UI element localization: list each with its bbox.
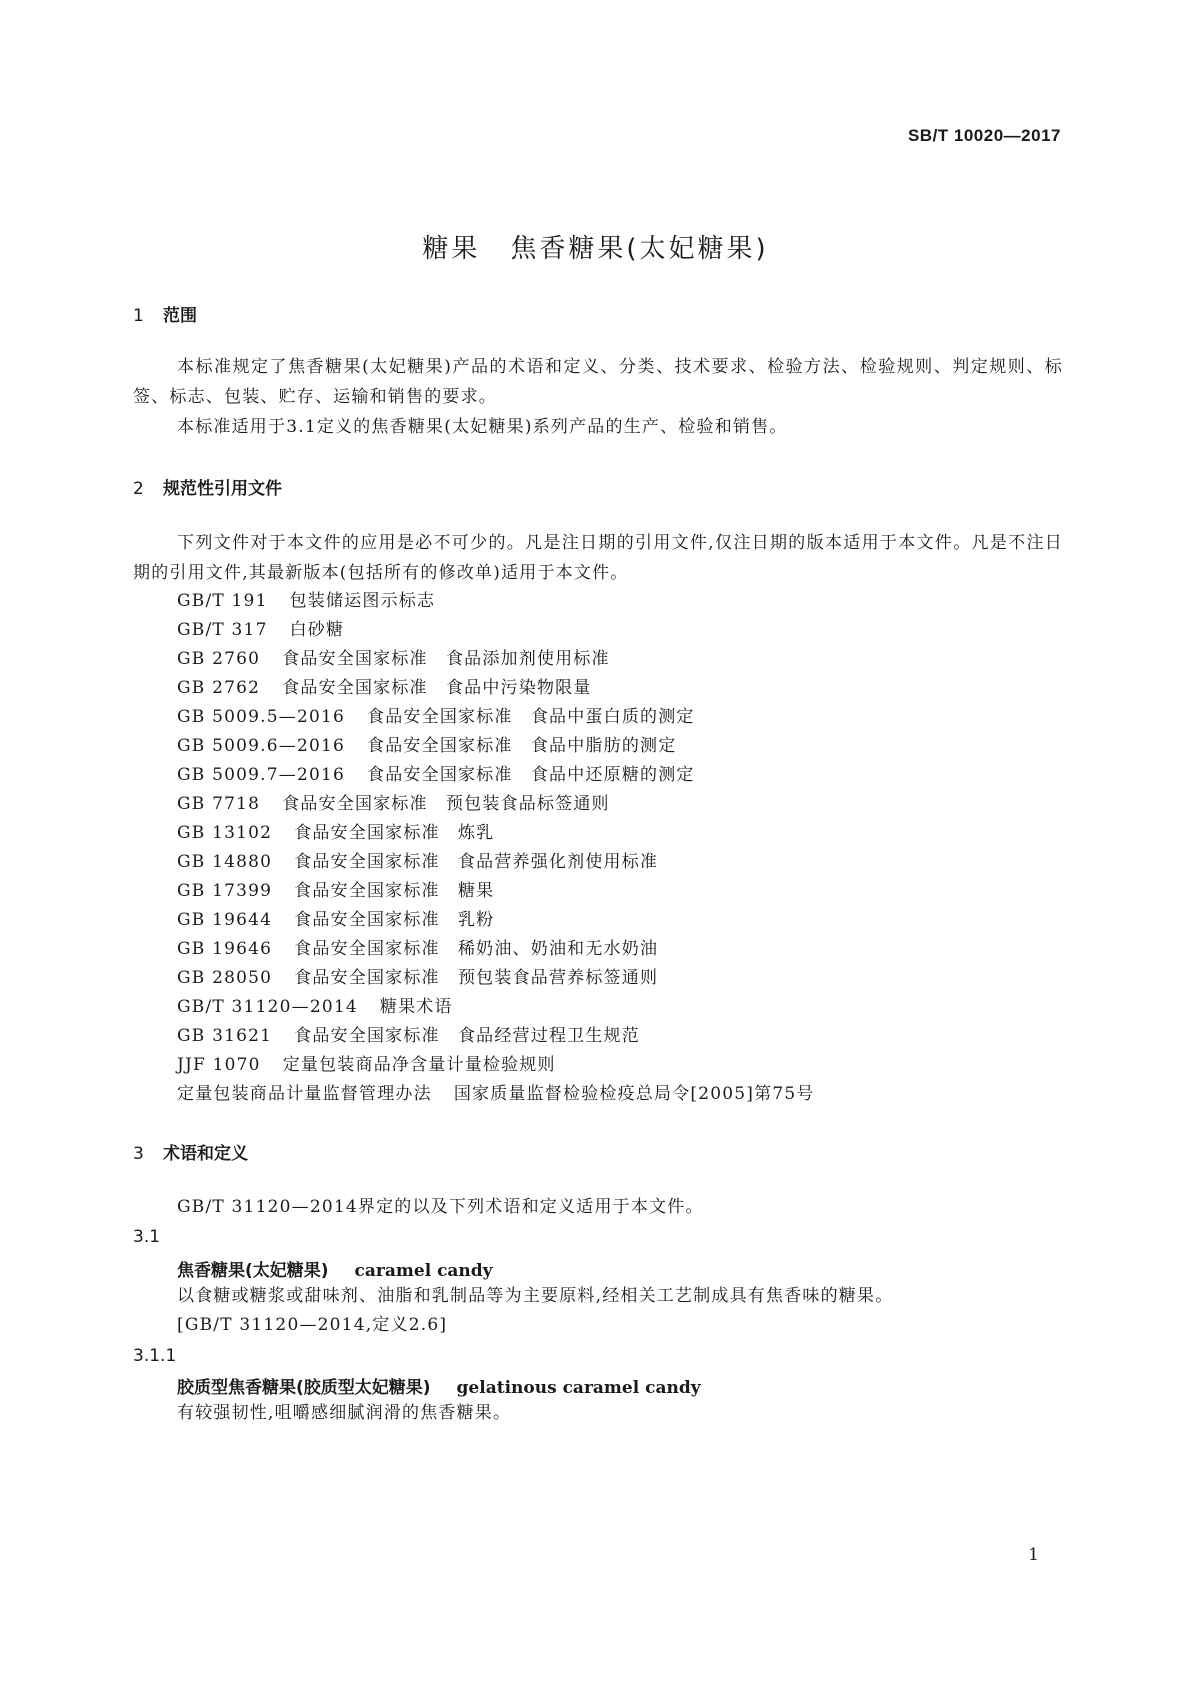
document-title bbox=[0, 228, 1191, 265]
term-definition: 以食糖或糖浆或甜味剂、油脂和乳制品等为主要原料,经相关工艺制成具有焦香味的糖果。 bbox=[177, 1286, 894, 1306]
section-2-intro: 下列文件对于本文件的应用是必不可少的。凡是注日期的引用文件,仅注日期的版本适用于本文件。凡是不注日期的引用文件,其最新版本(包括所有的修改单)适用于本文件。 bbox=[133, 533, 1063, 583]
section-number: 2 bbox=[133, 479, 144, 499]
reference-code: GB 5009.6—2016 bbox=[177, 736, 346, 756]
reference-item bbox=[177, 1050, 556, 1080]
term-heading bbox=[177, 1373, 701, 1398]
term-source: [GB/T 31120—2014,定义2.6] bbox=[177, 1315, 448, 1335]
reference-code: GB 19646 bbox=[177, 939, 273, 959]
reference-code: GB 7718 bbox=[177, 794, 261, 814]
reference-title: 食品安全国家标准 稀奶油、奶油和无水奶油 bbox=[294, 939, 659, 959]
reference-code: GB 28050 bbox=[177, 968, 273, 988]
reference-code: GB 19644 bbox=[177, 910, 273, 930]
term-english: gelatinous caramel candy bbox=[456, 1378, 701, 1398]
reference-title: 食品安全国家标准 预包装食品营养标签通则 bbox=[294, 968, 659, 988]
term-chinese: 胶质型焦香糖果(胶质型太妃糖果) bbox=[177, 1378, 431, 1398]
reference-code: JJF 1070 bbox=[177, 1055, 261, 1075]
reference-code: GB 5009.7—2016 bbox=[177, 765, 346, 785]
reference-item bbox=[177, 731, 676, 761]
reference-code: GB 2760 bbox=[177, 649, 261, 669]
reference-title: 食品安全国家标准 食品添加剂使用标准 bbox=[282, 649, 610, 669]
reference-title: 食品安全国家标准 预包装食品标签通则 bbox=[282, 794, 610, 814]
reference-code: GB/T 317 bbox=[177, 620, 268, 640]
section-1-paragraph-2: 本标准适用于3.1定义的焦香糖果(太妃糖果)系列产品的生产、检验和销售。 bbox=[177, 417, 788, 437]
reference-item bbox=[177, 818, 494, 848]
standard-code: SB/T 10020—2017 bbox=[907, 126, 1061, 145]
reference-title: 包装储运图示标志 bbox=[289, 591, 436, 611]
term-chinese: 焦香糖果(太妃糖果) bbox=[177, 1261, 329, 1281]
reference-title: 食品安全国家标准 食品中污染物限量 bbox=[282, 678, 592, 698]
term-number: 3.1 bbox=[133, 1227, 161, 1247]
title-part1: 糖果 bbox=[422, 234, 481, 264]
reference-title: 食品安全国家标准 糖果 bbox=[294, 881, 495, 901]
reference-title: 定量包装商品净含量计量检验规则 bbox=[282, 1055, 556, 1075]
term-number: 3.1.1 bbox=[133, 1346, 177, 1366]
reference-title: 食品安全国家标准 炼乳 bbox=[294, 823, 495, 843]
reference-item bbox=[177, 615, 344, 645]
reference-item bbox=[177, 760, 695, 790]
reference-title: 食品安全国家标准 食品经营过程卫生规范 bbox=[294, 1026, 640, 1046]
reference-title: 食品安全国家标准 食品营养强化剂使用标准 bbox=[294, 852, 659, 872]
section-2-heading bbox=[133, 474, 282, 499]
reference-title: 国家质量监督检验检疫总局令[2005]第75号 bbox=[453, 1084, 815, 1104]
reference-code: GB/T 31120—2014 bbox=[177, 997, 358, 1017]
page-number: 1 bbox=[1028, 1545, 1039, 1565]
section-title: 规范性引用文件 bbox=[163, 479, 282, 499]
reference-item bbox=[177, 992, 453, 1022]
term-heading bbox=[177, 1256, 493, 1281]
reference-code: 定量包装商品计量监督管理办法 bbox=[177, 1084, 432, 1104]
section-number: 1 bbox=[133, 306, 144, 326]
reference-item bbox=[177, 702, 695, 732]
reference-item bbox=[177, 963, 658, 993]
reference-item bbox=[177, 789, 610, 819]
reference-title: 食品安全国家标准 食品中蛋白质的测定 bbox=[367, 707, 695, 727]
reference-code: GB/T 191 bbox=[177, 591, 268, 611]
reference-code: GB 2762 bbox=[177, 678, 261, 698]
term-definition: 有较强韧性,咀嚼感细腻润滑的焦香糖果。 bbox=[177, 1403, 512, 1423]
section-1-heading bbox=[133, 301, 197, 326]
section-number: 3 bbox=[133, 1144, 144, 1164]
reference-title: 食品安全国家标准 食品中脂肪的测定 bbox=[367, 736, 677, 756]
reference-code: GB 5009.5—2016 bbox=[177, 707, 346, 727]
reference-item bbox=[177, 934, 658, 964]
reference-code: GB 31621 bbox=[177, 1026, 273, 1046]
reference-item bbox=[177, 1021, 640, 1051]
reference-item bbox=[177, 1079, 815, 1109]
title-part2: 焦香糖果(太妃糖果) bbox=[510, 234, 769, 264]
section-title: 术语和定义 bbox=[163, 1144, 248, 1164]
section-title: 范围 bbox=[163, 306, 197, 326]
term-english: caramel candy bbox=[354, 1261, 493, 1281]
reference-item bbox=[177, 644, 610, 674]
reference-item bbox=[177, 876, 494, 906]
reference-item bbox=[177, 905, 494, 935]
reference-code: GB 17399 bbox=[177, 881, 273, 901]
reference-title: 糖果术语 bbox=[379, 997, 453, 1017]
reference-code: GB 13102 bbox=[177, 823, 273, 843]
reference-title: 食品安全国家标准 食品中还原糖的测定 bbox=[367, 765, 695, 785]
reference-title: 白砂糖 bbox=[289, 620, 345, 640]
reference-code: GB 14880 bbox=[177, 852, 273, 872]
reference-item bbox=[177, 847, 658, 877]
section-3-intro: GB/T 31120—2014界定的以及下列术语和定义适用于本文件。 bbox=[177, 1197, 704, 1217]
section-3-heading bbox=[133, 1139, 248, 1164]
reference-item bbox=[177, 673, 592, 703]
reference-title: 食品安全国家标准 乳粉 bbox=[294, 910, 495, 930]
section-1-paragraph-1: 本标准规定了焦香糖果(太妃糖果)产品的术语和定义、分类、技术要求、检验方法、检验规则、判定规则、标签、标志、包装、贮存、运输和销售的要求。 bbox=[133, 357, 1063, 407]
reference-item bbox=[177, 586, 435, 616]
